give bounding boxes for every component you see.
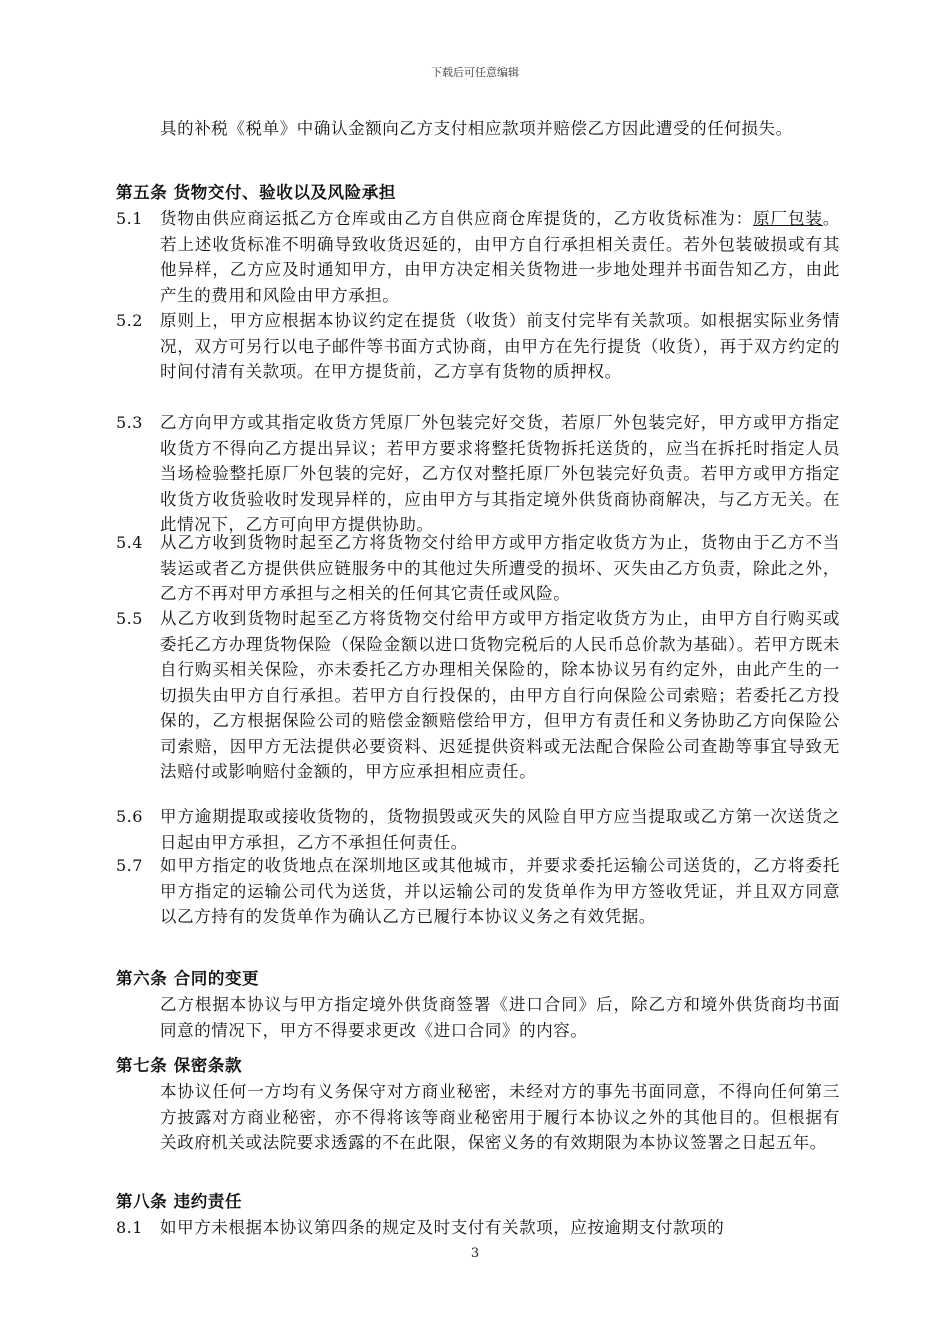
clause-5-1-post: 。若上述收货标准不明确导致收货迟延的，由甲方自行承担相关责任。若外包装破损或有其他异样，乙方应及时通知甲方，由甲方决定相关货物进一步地处理并书面告知乙方，由此产生的费用和风险由甲方承担。 <box>160 209 840 305</box>
clause-5-3-number: 5.3 <box>116 413 143 432</box>
intro-paragraph: 具的补税《税单》中确认金额向乙方支付相应款项并赔偿乙方因此遭受的任何损失。 <box>160 119 793 138</box>
clause-5-4-text: 从乙方收到货物时起至乙方将货物交付给甲方或甲方指定收货方为止，货物由于乙方不当装运或者乙方提供供应链服务中的其他过失所遭受的损坏、灭失由乙方负责，除此之外，乙方不再对甲方承担与之相关的任何其它责任或风险。 <box>160 533 840 603</box>
clause-5-6-number: 5.6 <box>116 807 143 826</box>
article-6-text: 乙方根据本协议与甲方指定境外供货商签署《进口合同》后，除乙方和境外供货商均书面同意的情况下，甲方不得要求更改《进口合同》的内容。 <box>160 995 840 1040</box>
clause-5-5-text: 从乙方收到货物时起至乙方将货物交付给甲方或甲方指定收货方为止，由甲方自行购买或委托乙方办理货物保险（保险金额以进口货物完税后的人民币总价款为基础）。若甲方既未自行购买相关保险，亦未委托乙方办理相关保险的，除本协议另有约定外，由此产生的一切损失由甲方自行承担。若甲方自行投保的，由甲方自行向保险公司索赔；若委托乙方投保的，乙方根据保险公司的赔偿金额赔偿给甲方，但甲方有责任和义务协助乙方向保险公司索赔，因甲方无法提供必要资料、迟延提供资料或无法配合保险公司查勘等事宜导致无法赔付或影响赔付金额的，甲方应承担相应责任。 <box>160 609 840 781</box>
clause-5-1-text <box>160 206 840 308</box>
clause-5-3-text: 乙方向甲方或其指定收货方凭原厂外包装完好交货，若原厂外包装完好，甲方或甲方指定收货方不得向乙方提出异议；若甲方要求将整托货物拆托送货的，应当在拆托时指定人员当场检验整托原厂外包装的完好，乙方仅对整托原厂外包装完好负责。若甲方或甲方指定收货方收货验收时发现异样的，应由甲方与其指定境外供货商协商解决，与乙方无关。在此情况下，乙方可向甲方提供协助。 <box>160 413 840 534</box>
clause-8-1-number: 8.1 <box>116 1218 143 1237</box>
clause-8-1-text: 如甲方未根据本协议第四条的规定及时支付有关款项，应按逾期支付款项的 <box>160 1218 725 1237</box>
clause-5-1-pre: 货物由供应商运抵乙方仓库或由乙方自供应商仓库提货的，乙方收货标准为： <box>160 209 754 228</box>
clause-5-2-text: 原则上，甲方应根据本协议约定在提货（收货）前支付完毕有关款项。如根据实际业务情况，双方可另行以电子邮件等书面方式协商，由甲方在先行提货（收货），再于双方约定的时间付清有关款项。在甲方提货前，乙方享有货物的质押权。 <box>160 311 840 381</box>
clause-5-7-number: 5.7 <box>116 856 143 875</box>
page-header: 下载后可任意编辑 <box>431 66 519 79</box>
article-5-heading: 第五条 货物交付、验收以及风险承担 <box>116 183 396 202</box>
page-number: 3 <box>470 1246 480 1261</box>
clause-5-4-number: 5.4 <box>116 533 143 552</box>
clause-5-2-number: 5.2 <box>116 311 143 330</box>
article-7-text: 本协议任何一方均有义务保守对方商业秘密，未经对方的事先书面同意，不得向任何第三方披露对方商业秘密，亦不得将该等商业秘密用于履行本协议之外的其他目的。但根据有关政府机关或法院要求透露的不在此限，保密义务的有效期限为本协议签署之日起五年。 <box>160 1082 840 1152</box>
clause-5-5-number: 5.5 <box>116 609 143 628</box>
article-7-heading: 第七条 保密条款 <box>116 1056 243 1075</box>
clause-5-7-text: 如甲方指定的收货地点在深圳地区或其他城市，并要求委托运输公司送货的，乙方将委托甲方指定的运输公司代为送货，并以运输公司的发货单作为甲方签收凭证，并且双方同意以乙方持有的发货单作为确认乙方已履行本协议义务之有效凭据。 <box>160 856 840 926</box>
clause-5-6-text: 甲方逾期提取或接收货物的，货物损毁或灭失的风险自甲方应当提取或乙方第一次送货之日起由甲方承担，乙方不承担任何责任。 <box>160 807 840 852</box>
clause-5-1-underlined: 原厂包装 <box>753 209 823 228</box>
article-8-heading: 第八条 违约责任 <box>116 1192 243 1211</box>
clause-5-1-number: 5.1 <box>116 209 143 228</box>
article-6-heading: 第六条 合同的变更 <box>116 969 260 988</box>
